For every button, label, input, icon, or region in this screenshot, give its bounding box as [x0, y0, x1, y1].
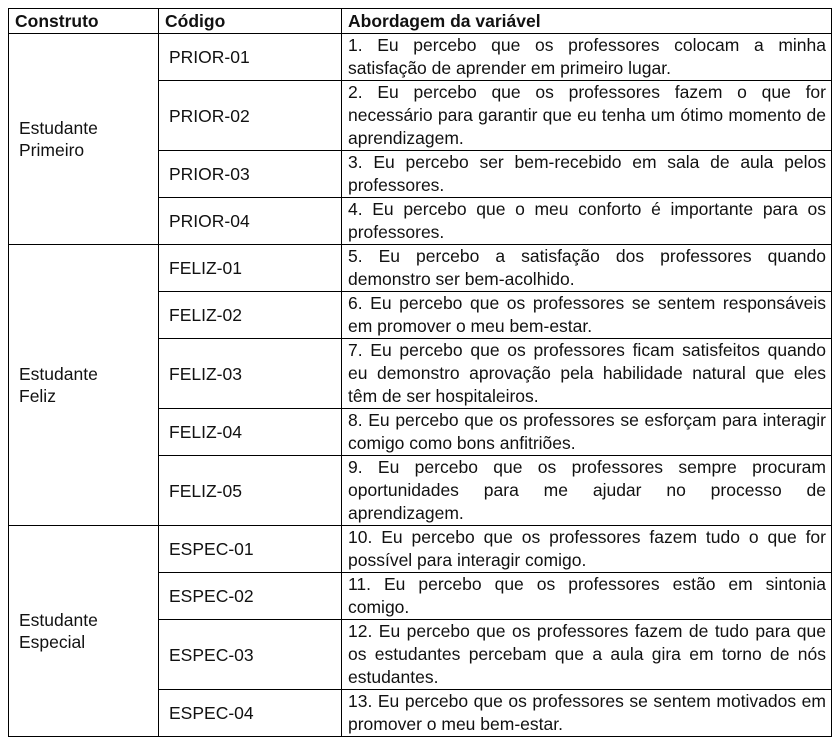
code-cell: PRIOR-04: [159, 198, 342, 245]
approach-cell: 3. Eu percebo ser bem-recebido em sala de aula pelos professores.: [342, 151, 832, 198]
code-cell: ESPEC-03: [159, 620, 342, 690]
approach-cell: 6. Eu percebo que os professores se sentem responsáveis em promover o meu bem-estar.: [342, 292, 832, 339]
header-approach: Abordagem da variável: [342, 9, 832, 34]
approach-cell: 11. Eu percebo que os professores estão em sintonia comigo.: [342, 573, 832, 620]
code-cell: FELIZ-04: [159, 409, 342, 456]
code-cell: ESPEC-04: [159, 690, 342, 737]
code-cell: FELIZ-03: [159, 339, 342, 409]
approach-cell: 1. Eu percebo que os professores colocam a minha satisfação de aprender em primeiro lugar.: [342, 34, 832, 81]
approach-cell: 2. Eu percebo que os professores fazem o que for necessário para garantir que eu tenha um ótimo momento de aprendizagem.: [342, 81, 832, 151]
table-row: [9, 34, 832, 81]
header-construct: Construto: [9, 9, 159, 34]
table-row: [9, 245, 832, 292]
code-cell: FELIZ-01: [159, 245, 342, 292]
construct-cell: Estudante Feliz: [9, 245, 159, 526]
constructs-table: [8, 8, 832, 737]
code-cell: FELIZ-05: [159, 456, 342, 526]
code-cell: PRIOR-02: [159, 81, 342, 151]
table-row: [9, 526, 832, 573]
approach-cell: 4. Eu percebo que o meu conforto é importante para os professores.: [342, 198, 832, 245]
approach-cell: 13. Eu percebo que os professores se sentem motivados em promover o meu bem-estar.: [342, 690, 832, 737]
header-row: [9, 9, 832, 34]
construct-cell: Estudante Primeiro: [9, 34, 159, 245]
approach-cell: 12. Eu percebo que os professores fazem de tudo para que os estudantes percebam que a aula gira em torno de nós estudantes.: [342, 620, 832, 690]
code-cell: ESPEC-02: [159, 573, 342, 620]
approach-cell: 8. Eu percebo que os professores se esforçam para interagir comigo como bons anfitriões.: [342, 409, 832, 456]
header-code: Código: [159, 9, 342, 34]
construct-cell: Estudante Especial: [9, 526, 159, 737]
approach-cell: 5. Eu percebo a satisfação dos professores quando demonstro ser bem-acolhido.: [342, 245, 832, 292]
code-cell: FELIZ-02: [159, 292, 342, 339]
code-cell: PRIOR-01: [159, 34, 342, 81]
approach-cell: 7. Eu percebo que os professores ficam satisfeitos quando eu demonstro aprovação pela habilidade natural que eles têm de ser hospitaleiros.: [342, 339, 832, 409]
approach-cell: 10. Eu percebo que os professores fazem tudo o que for possível para interagir comigo.: [342, 526, 832, 573]
code-cell: ESPEC-01: [159, 526, 342, 573]
code-cell: PRIOR-03: [159, 151, 342, 198]
approach-cell: 9. Eu percebo que os professores sempre procuram oportunidades para me ajudar no processo de aprendizagem.: [342, 456, 832, 526]
